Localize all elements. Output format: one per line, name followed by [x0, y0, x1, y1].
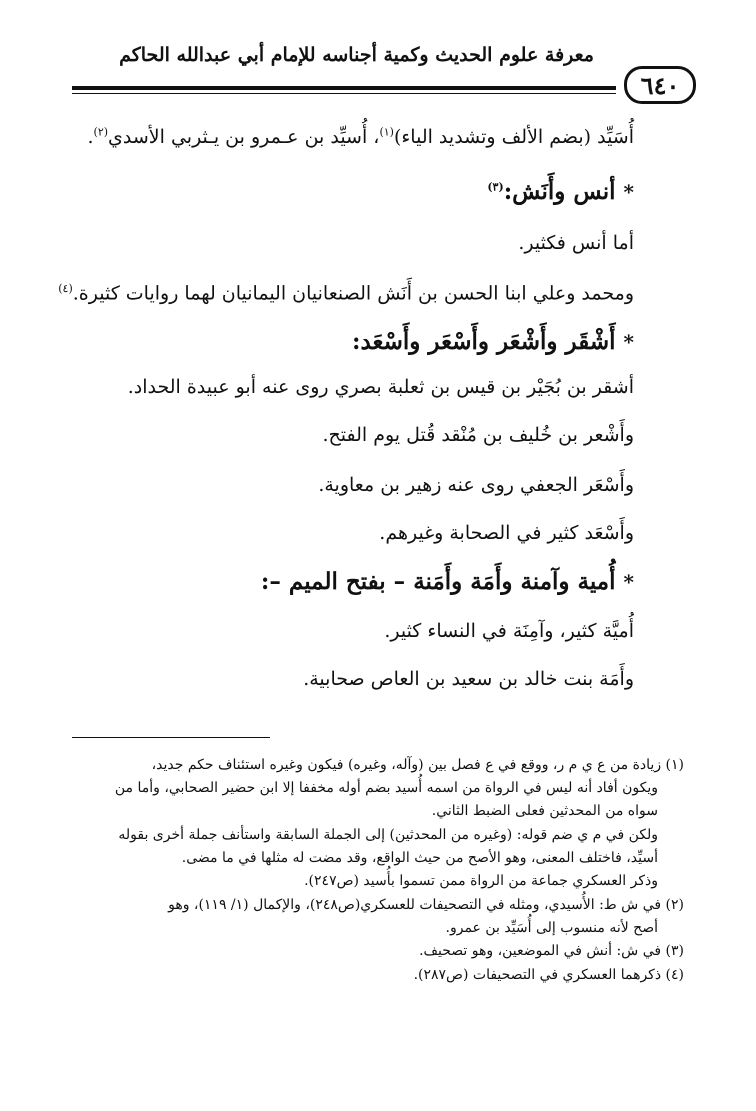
section-heading: *أُمية وآمنة وأَمَة وأَمَنة – بفتح الميم –: [260, 568, 634, 595]
text-line: وأَسْعَد كثير في الصحابة وغيرهم. [379, 522, 634, 544]
header-rule-thick [72, 86, 616, 90]
text-line: أما أنس فكثير. [518, 232, 634, 254]
footnote-line: ويكون أفاد أنه ليس في الرواة من اسمه أُسيد بضم أوله مخففا إلا ابن حضير الصحابي، وأما من [114, 780, 658, 796]
footnote-line: وذكر العسكري جماعة من الرواة ممن تسموا بأُسيد (ص٢٤٧). [304, 873, 658, 889]
text-line: وأَسْعَر الجعفي روى عنه زهير بن معاوية. [318, 474, 634, 496]
footnote-line: (٣) في ش: أنش في الموضعين، وهو تصحيف. [419, 943, 684, 959]
footnote-line: أصح لأنه منسوب إلى أُسَيِّد بن عمرو. [445, 920, 658, 936]
section-heading: *أَشْقَر وأَشْعَر وأَسْعَر وأَسْعَد: [351, 328, 634, 355]
running-title: معرفة علوم الحديث وكمية أجناسه للإمام أبي عبدالله الحاكم [119, 44, 594, 66]
footnote-line: (١) زيادة من ع ي م ر، ووقع في ع فصل بين (وآله، وغيره) فيكون وغيره استئناف حكم جديد، [151, 757, 684, 773]
footnote-separator [72, 737, 270, 738]
footnote-line: سواه من المحدثين فعلى الضبط الثاني. [431, 803, 658, 819]
footnote-line: أسيِّد، فاختلف المعنى، وهو الأصح من حيث الواقع، وقد مضت له مثلها في ما مضى. [181, 850, 658, 866]
footnote-ref: (٢) [93, 126, 109, 139]
header-rule-thin [72, 93, 616, 94]
text-line: وأَمَة بنت خالد بن سعيد بن العاص صحابية. [303, 668, 634, 690]
footnote-line: (٢) في ش ط: الأُسيدي، ومثله في التصحيفات للعسكري(ص٢٤٨)، والإكمال (١/ ١١٩)، وهو [168, 897, 684, 913]
page-number: ٦٤٠ [624, 66, 696, 104]
heading-star: * [623, 570, 634, 594]
footnote-ref: (١) [379, 126, 394, 139]
heading-star: * [623, 180, 634, 204]
text-line: أشقر بن بُجَيْر بن قيس بن ثعلبة بصري روى عنه أبو عبيدة الحداد. [127, 376, 634, 398]
text-line: وأَشْعر بن خُليف بن مُنْقد قُتل يوم الفتح. [322, 424, 634, 446]
footnote-ref: (٣) [487, 180, 504, 194]
footnote-line: ولكن في م ي ضم قوله: (وغيره من المحدثين) إلى الجملة السابقة واستأنف جملة أخرى بقوله [118, 827, 658, 843]
section-heading: *أنس وأَنَش:$^{(٣)}$ [487, 178, 634, 205]
heading-star: * [623, 330, 634, 354]
text-line: ومحمد وعلي ابنا الحسن بن أَنَش الصنعانيان اليمانيان لهما روايات كثيرة.$^{(٤)}$ [58, 282, 634, 305]
footnote-ref: (٤) [58, 282, 73, 295]
footnote-line: (٤) ذكرهما العسكري في التصحيفات (ص٢٨٧). [413, 967, 684, 983]
text-line: أُسَيِّد (بضم الألف وتشديد الياء)$^{(١)}$، أُسيِّد بن عـمرو بن يـثربي الأسدي$^{(٢)}$. [87, 126, 634, 149]
text-line: أُميَّة كثير، وآمِنَة في النساء كثير. [384, 620, 634, 642]
